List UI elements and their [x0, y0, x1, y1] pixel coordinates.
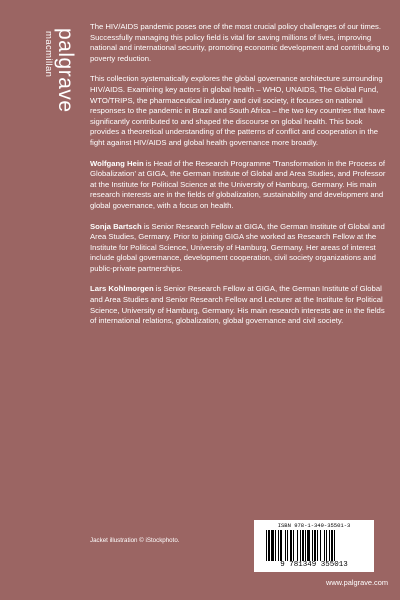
author-bio-text: is Head of the Research Programme 'Transformation in the Process of Globalization' at GIGA, the German Institute of Global and Area Studies, and Professor at the Institute for Political Science at the University of Hamburg, Germany. His main research interests are in the fields of globalization, sustainability and development and global governance, with a focus on health. — [90, 158, 386, 210]
author-name: Lars Kohlmorgen — [90, 284, 154, 294]
author-name: Sonja Bartsch — [90, 221, 142, 231]
author-name: Wolfgang Hein — [90, 158, 144, 168]
author-bio-text: is Senior Research Fellow at GIGA, the German Institute of Global and Area Studies and Senior Research Fellow and Lecturer at the Institute for Political Science, University of Hamburg, Germany. His main research interests are in the fields of international relations, globalization, global governance and civil society. — [90, 284, 385, 326]
back-cover-text — [90, 22, 390, 337]
isbn-number: ISBN 978-1-349-35501-3 — [277, 522, 351, 529]
jacket-credit: Jacket illustration © iStockphoto. — [90, 537, 180, 544]
description-paragraph-2: This collection systematically explores the global governance architecture surrounding HIV/AIDS. Examining key actors in global health – WHO, UNAIDS, The Global Fund, WTO/TRIPS, the pharmaceutical industry and civil society, it focuses on national responses to the pandemic in Brazil and South Africa – the two key countries that have significantly contributed to and shaped the discourse on global health. This book provides a theoretical understanding of the patterns of conflict and cooperation in the fight against HIV/AIDS and global health governance more broadly. — [90, 74, 385, 147]
isbn-barcode — [254, 520, 374, 572]
publisher-website: www.palgrave.com — [326, 578, 389, 587]
author-bio-kohlmorgen — [90, 284, 390, 326]
author-bio-hein — [90, 159, 390, 212]
publisher-imprint: macmillan — [43, 31, 54, 78]
author-bio-text: is Senior Research Fellow at GIGA, the German Institute of Global and Area Studies, Germany. Prior to joining GIGA she worked as Research Fellow at the Institute for Political Science, University of Hamburg, Germany. Her areas of interest include global governance, development cooperation, civil society organizations and public-private partnerships. — [90, 221, 385, 273]
publisher-logo — [42, 28, 76, 118]
author-bio-bartsch — [90, 222, 390, 275]
barcode-digits: 9 781349 355013 — [280, 561, 348, 569]
barcode-bars — [266, 530, 362, 561]
publisher-name: palgrave — [54, 28, 77, 113]
description-paragraph-1: The HIV/AIDS pandemic poses one of the most crucial policy challenges of our times. Successfully managing this policy field is vital for saving millions of lives, improving national and international security, promoting economic development and contributing to poverty reduction. — [90, 22, 389, 63]
